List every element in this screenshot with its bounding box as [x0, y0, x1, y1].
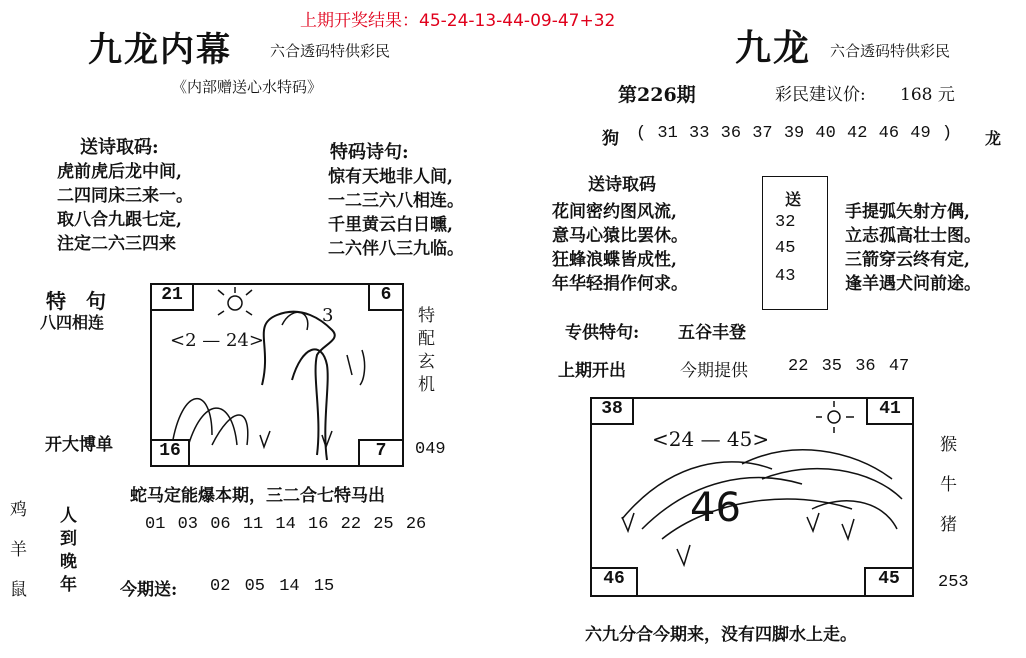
left-today-send: 02 05 14 15 [210, 577, 335, 596]
left-special-poem [328, 165, 464, 261]
left-snake-line: 蛇马定能爆本期，三二合七特马出 [130, 486, 385, 506]
right-send-box [762, 176, 828, 310]
right-corner-tl: 38 [590, 397, 634, 425]
poem-line: 立志孤高壮士图。 [845, 226, 981, 246]
send-box-label: 送 [785, 190, 802, 209]
right-dog-label: 狗 [602, 129, 619, 149]
right-dog-numbers: ( 31 33 36 37 39 40 42 46 49 ) [636, 124, 953, 143]
right-issue: 第226期 [618, 84, 696, 106]
left-today-send-label: 今期送: [120, 580, 178, 600]
left-sketch-drawing [152, 285, 402, 465]
left-sketch-num: 3 [322, 305, 334, 326]
left-vertical-phrase [60, 505, 77, 597]
left-subtitle: 六合透码特供彩民 [270, 42, 391, 60]
last-result-banner [300, 6, 615, 31]
left-note: 《内部赠送心水特码》 [172, 78, 323, 96]
animal-char: 牛 [940, 475, 957, 495]
left-right-num: 049 [415, 440, 446, 459]
animal-char: 猪 [940, 515, 957, 535]
right-special-label: 专供特句: [565, 323, 640, 343]
poem-line: 意马心猿比罢休。 [552, 226, 688, 246]
send-box-number: 32 [775, 213, 796, 232]
poem-line: 取八合九跟七定, [57, 210, 182, 230]
vertical-char: 玄 [418, 352, 435, 372]
right-corner-tr: 41 [866, 397, 914, 425]
phrase-char: 人 [60, 506, 77, 526]
left-sketch-box [150, 283, 404, 467]
right-corner-br: 45 [864, 567, 914, 597]
poem-line: 年华轻捐作何求。 [552, 274, 688, 294]
phrase-char: 年 [60, 575, 77, 595]
left-corner-tl: 21 [150, 283, 194, 311]
right-poem-right [845, 200, 981, 296]
phrase-char: 晚 [60, 552, 77, 572]
animal-char: 羊 [10, 540, 27, 560]
left-send-heading: 送诗取码: [80, 137, 159, 158]
vertical-char: 特 [418, 306, 435, 326]
right-bottom-line: 六九分合今期来，没有四脚水上走。 [585, 625, 857, 645]
animal-char: 鼠 [10, 580, 27, 600]
right-price: 168 元 [900, 85, 955, 105]
right-today-label: 今期提供 [680, 361, 748, 381]
right-title: 九龙 [735, 27, 812, 69]
right-sketch-text: <24 — 45> [652, 427, 770, 451]
left-special-phrase: 八四相连 [40, 313, 105, 332]
poem-line: 惊有天地非人间, [328, 167, 453, 187]
left-numbers-line: 01 03 06 11 14 16 22 25 26 [145, 515, 427, 534]
right-subtitle: 六合透码特供彩民 [830, 42, 951, 60]
left-corner-br: 7 [358, 439, 404, 467]
right-send-heading: 送诗取码 [588, 175, 656, 195]
left-right-vertical [418, 305, 435, 397]
right-today-numbers: 22 35 36 47 [788, 357, 910, 376]
left-title: 九龙内幕 [88, 30, 232, 70]
right-dragon-label: 龙 [985, 129, 1002, 148]
right-corner-bl: 46 [590, 567, 638, 597]
animal-char: 猴 [940, 435, 957, 455]
poem-line: 花间密约图风流, [552, 202, 677, 222]
poem-line: 虎前虎后龙中间, [57, 162, 182, 182]
phrase-char: 到 [60, 529, 77, 549]
left-send-poem [57, 160, 193, 256]
left-corner-tr: 6 [368, 283, 404, 311]
animal-char: 鸡 [10, 500, 27, 520]
left-sketch-text: <2 — 24> [170, 330, 264, 351]
poem-line: 二六伴八三九临。 [328, 239, 464, 259]
poem-line: 三箭穿云终有定, [845, 250, 970, 270]
left-special-phrase-label: 特 句 [46, 289, 106, 313]
poem-line: 注定二六三四来 [57, 234, 176, 254]
poem-line: 逢羊遇犬问前途。 [845, 274, 981, 294]
right-last-label: 上期开出 [558, 361, 626, 381]
right-price-label: 彩民建议价: [775, 85, 866, 105]
send-box-number: 45 [775, 239, 796, 258]
poem-line: 手提弧矢射方偶, [845, 202, 970, 222]
last-result-label: 上期开奖结果： [300, 11, 419, 31]
left-special-heading: 特码诗句: [330, 142, 409, 163]
vertical-char: 机 [418, 375, 435, 395]
send-box-number: 43 [775, 267, 796, 286]
poem-line: 一二三六八相连。 [328, 191, 464, 211]
vertical-char: 配 [418, 329, 435, 349]
right-side-num: 253 [938, 573, 969, 592]
right-sketch-num: 46 [690, 485, 741, 531]
poem-line: 千里黄云白日曛, [328, 215, 453, 235]
left-corner-bl: 16 [150, 439, 190, 467]
right-special-text: 五谷丰登 [678, 323, 746, 343]
poem-line: 狂蜂浪蝶皆成性, [552, 250, 677, 270]
right-sketch-box [590, 397, 914, 597]
poem-line: 二四同床三来一。 [57, 186, 193, 206]
right-poem-left [552, 200, 688, 296]
left-big-single: 开大博单 [45, 435, 113, 455]
last-result-numbers: 45-24-13-44-09-47+32 [419, 11, 616, 31]
